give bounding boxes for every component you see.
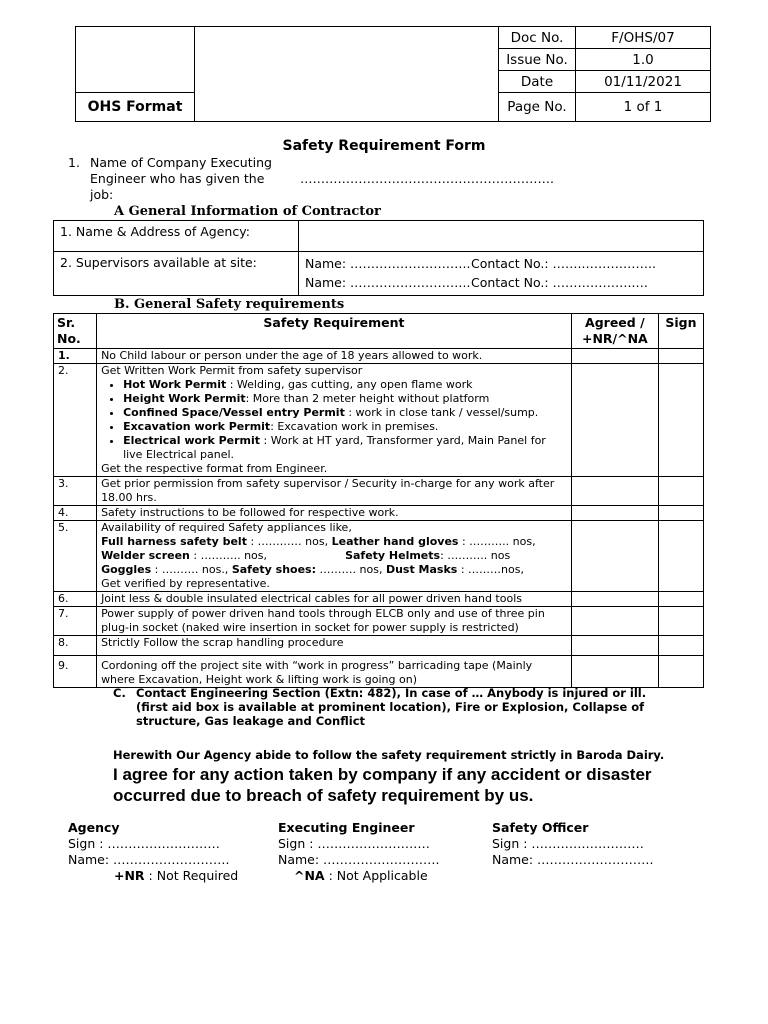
appliance-label: Safety Helmets [345,549,441,562]
row-number: 7. [54,607,97,636]
section-b-heading: B. General Safety requirements [114,297,345,312]
requirement-text: No Child labour or person under the age of 18 years allowed to work. [97,349,572,364]
supervisor-contact-1[interactable]: Contact No.: ……..…………….. [471,256,656,271]
engineer-sign-line[interactable]: Sign : ……………………… [278,836,430,851]
sign-cell[interactable] [658,592,703,607]
issue-no-label: Issue No. [499,49,576,71]
supervisors-label: 2. Supervisors available at site: [54,252,299,296]
supervisor-contact-2[interactable]: Contact No.: ………………..… [471,275,648,290]
col-header-sr-no: Sr. No. [54,314,97,349]
requirement-text: Cordoning off the project site with “work in progress” barricading tape (Mainly where Excavation, Height work & lifting work is going on) [97,656,572,688]
appliance-label: Leather hand gloves [331,535,459,548]
legend-nr-label: +NR [114,868,145,883]
doc-no-label: Doc No. [499,27,576,49]
agreed-cell[interactable] [571,349,658,364]
requirement-text: Joint less & double insulated electrical cables for all power driven hand tools [97,592,572,607]
appliance-label: Full harness safety belt [101,535,247,548]
page-no-value: 1 of 1 [576,93,711,122]
requirement-text: Get prior permission from safety supervisor / Security in-charge for any work after 18.00 hrs. [97,477,572,506]
section-c-label: C. [113,686,126,700]
permit-item [123,378,567,392]
permit-desc: : work in close tank / vessel/sump. [344,406,539,419]
row-number: 8. [54,636,97,656]
row-number: 2. [54,364,97,477]
date-label: Date [499,71,576,93]
appliances-line [101,549,567,563]
appliance-count[interactable]: : ……….. nos, [189,549,267,562]
engineer-signature-block [278,820,440,868]
engineer-heading: Executing Engineer [278,820,415,835]
form-title: Safety Requirement Form [282,138,486,154]
officer-sign-line[interactable]: Sign : ……………………… [492,836,644,851]
permit-label: Confined Space/Vessel entry Permit [123,406,345,419]
col-header-agreed: Agreed / +NR/^NA [571,314,658,349]
appliances-intro: Availability of required Safety appliances like, [101,521,352,534]
appliances-line [101,563,567,577]
requirement-text: Power supply of power driven hand tools through ELCB only and use of three pin plug-in socket (naked wire insertion in socket for power supply is restricted) [97,607,572,636]
permit-item [123,406,567,420]
row-number: 4. [54,506,97,521]
sign-cell[interactable] [658,349,703,364]
appliance-count[interactable]: : ………. nos., [151,563,232,576]
appliance-count[interactable]: : ……….. nos [440,549,511,562]
permit-label: Height Work Permit [123,392,246,405]
legend-na-text: : Not Applicable [324,868,428,883]
agency-sign-line[interactable]: Sign : ……………………… [68,836,220,851]
appliance-count[interactable]: : ……….. nos, [458,535,536,548]
contractor-info-table [53,220,704,296]
section-a-heading: A General Information of Contractor [114,204,381,219]
safety-requirements-table [53,313,704,688]
officer-signature-block [492,820,654,868]
agreed-cell[interactable] [571,477,658,506]
permit-desc: : More than 2 meter height without platform [245,392,490,405]
col-header-requirement: Safety Requirement [97,314,572,349]
agency-name-line[interactable]: Name: ………………………. [68,852,230,867]
appliances-line [101,535,567,549]
sign-cell[interactable] [658,521,703,592]
agency-abide-statement: Herewith Our Agency abide to follow the safety requirement strictly in Baroda Dairy. [113,748,665,762]
agreed-cell[interactable] [571,506,658,521]
permit-item [123,420,567,434]
sign-cell[interactable] [658,656,703,688]
officer-heading: Safety Officer [492,820,589,835]
appliance-label: Goggles [101,563,152,576]
requirement-text [97,364,572,477]
row-number: 5. [54,521,97,592]
legend-na [294,868,428,883]
question-text: Name of Company Executing Engineer who has given the job: [90,155,272,202]
supervisor-name-1[interactable]: Name: ……………………….. [305,256,471,271]
date-value: 01/11/2021 [576,71,711,93]
sign-cell[interactable] [658,607,703,636]
section-c-text: Contact Engineering Section (Extn: 482), In case of … Anybody is injured or ill. (first aid box is available at prominent location), Fire or Explosion, Collapse of structure, Gas leakage and Conflict [136,686,647,728]
legend-na-label: ^NA [294,868,325,883]
appliance-label: Safety shoes: [231,563,317,576]
row-number: 9. [54,656,97,688]
col-header-sign: Sign [658,314,703,349]
doc-no-value: F/OHS/07 [576,27,711,49]
row-number: 1. [54,349,97,364]
agreed-cell[interactable] [571,636,658,656]
appliance-label: Dust Masks [385,563,458,576]
permit-desc: : Welding, gas cutting, any open flame work [226,378,473,391]
appliances-footer: Get verified by representative. [101,577,270,590]
appliance-label: Welder screen [101,549,190,562]
page-no-label: Page No. [499,93,576,122]
legend-nr-text: : Not Required [144,868,239,883]
requirement-text: Strictly Follow the scrap handling procedure [97,636,572,656]
engineer-name-line[interactable]: Name: ………………………. [278,852,440,867]
agency-name-field[interactable] [299,221,704,252]
agreed-cell[interactable] [571,656,658,688]
ohs-format-label: OHS Format [76,93,195,122]
requirement-text [97,521,572,592]
sign-cell[interactable] [658,506,703,521]
appliance-count[interactable]: : ………… nos, [246,535,332,548]
agreement-statement: I agree for any action taken by company if any accident or disaster occurred due to breach of safety requirement by us. [113,765,652,805]
supervisor-name-2[interactable]: Name: ……………………….. [305,275,471,290]
permit-label: Electrical work Permit [123,434,261,447]
legend-nr [114,868,238,883]
document-header [75,26,711,122]
agency-name-label: 1. Name & Address of Agency: [54,221,299,252]
requirement-text: Safety instructions to be followed for respective work. [97,506,572,521]
agency-signature-block [68,820,230,868]
question-answer-line[interactable]: ……………………………………………………. [300,171,554,186]
agreed-cell[interactable] [571,521,658,592]
appliance-count[interactable]: : ………nos, [457,563,524,576]
permit-desc: : Work at HT yard, Transformer yard, Main Panel for live Electrical panel. [123,434,546,461]
permit-label: Hot Work Permit [123,378,227,391]
permit-item [123,392,567,406]
permit-item [123,434,567,462]
sign-cell[interactable] [658,477,703,506]
logo-cell [76,27,195,93]
agreed-cell[interactable] [571,592,658,607]
sign-cell[interactable] [658,636,703,656]
agency-heading: Agency [68,820,120,835]
agreed-cell[interactable] [571,364,658,477]
officer-name-line[interactable]: Name: ………………………. [492,852,654,867]
supervisors-field[interactable] [299,252,704,296]
appliance-count[interactable]: ………. nos, [316,563,386,576]
permit-label: Excavation work Permit [123,420,271,433]
header-middle-cell [195,27,499,122]
row-number: 3. [54,477,97,506]
sign-cell[interactable] [658,364,703,477]
question-number: 1. [68,155,80,170]
agreed-cell[interactable] [571,607,658,636]
permit-intro: Get Written Work Permit from safety supervisor [101,364,363,377]
permit-footer: Get the respective format from Engineer. [101,462,328,475]
issue-no-value: 1.0 [576,49,711,71]
row-number: 6. [54,592,97,607]
permit-desc: : Excavation work in premises. [270,420,439,433]
